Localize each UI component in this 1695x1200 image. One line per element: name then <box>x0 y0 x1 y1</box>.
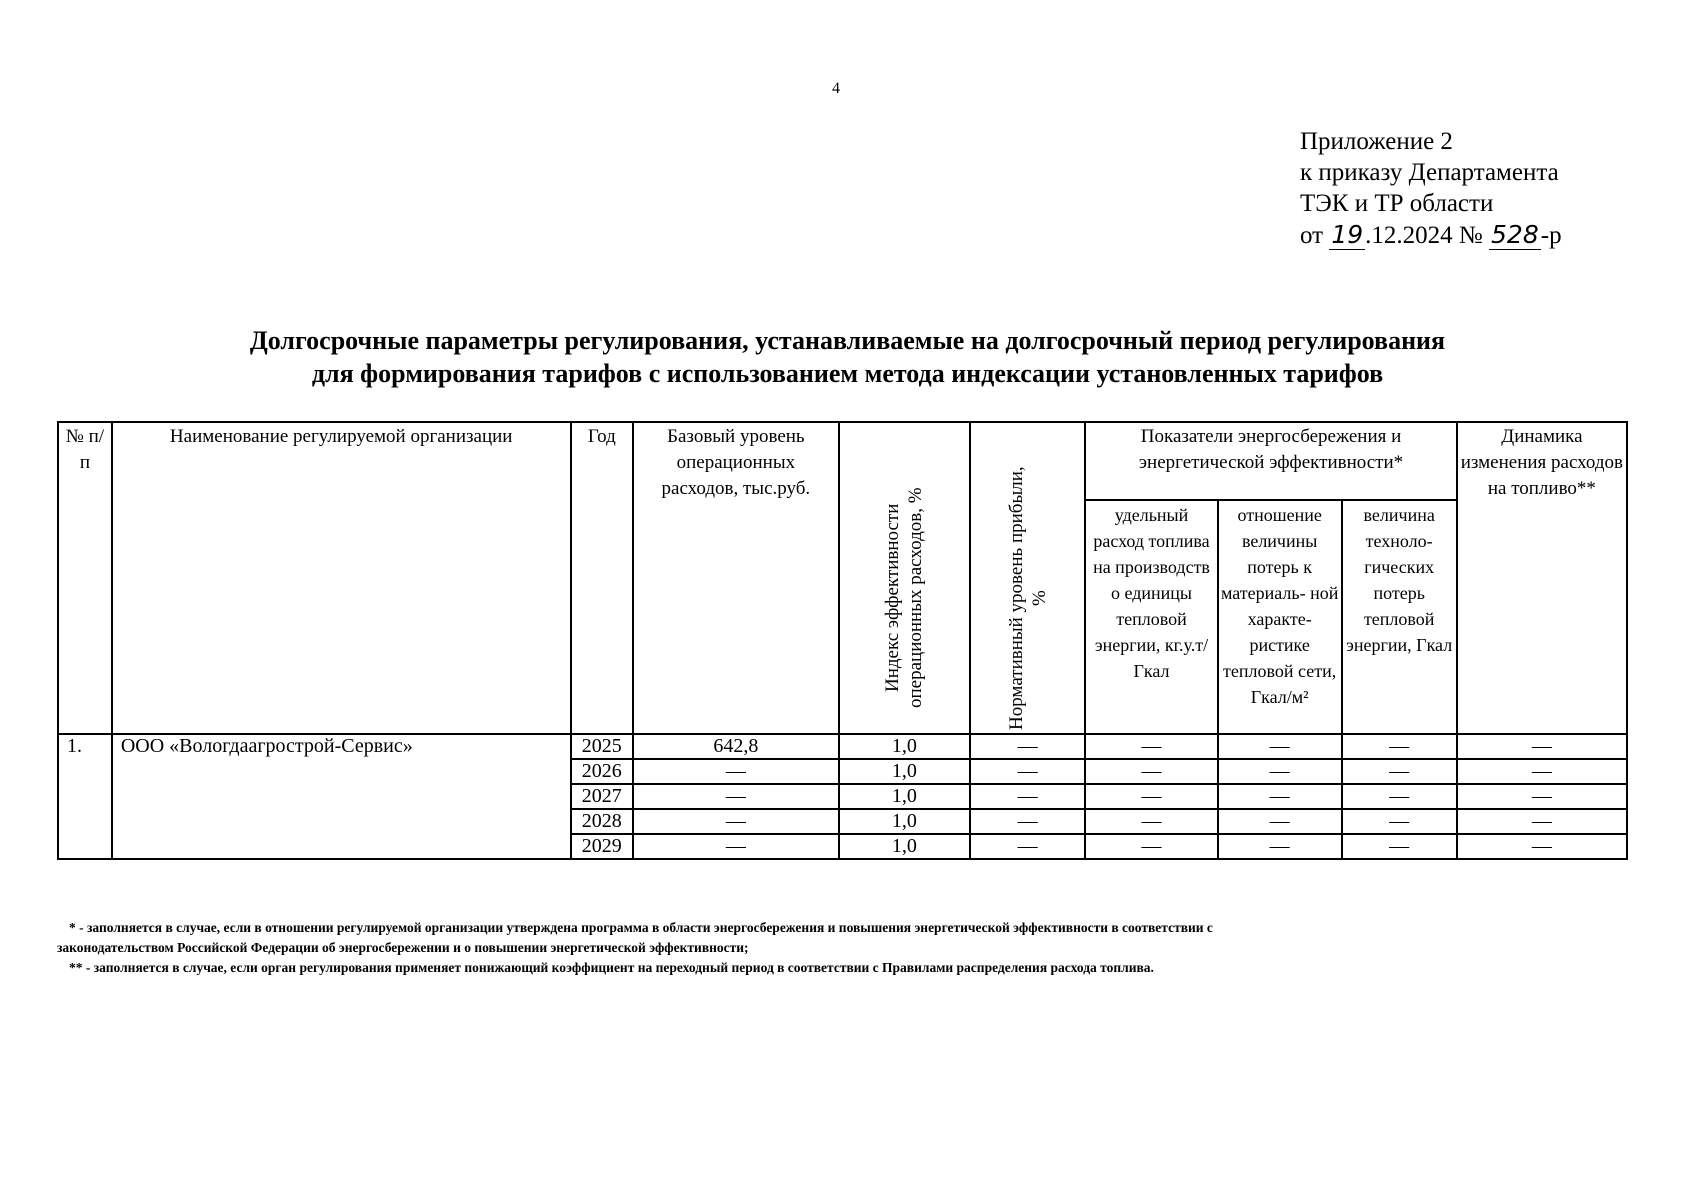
header-base-level: Базовый уровень операционных расходов, тыс.руб. <box>633 422 839 734</box>
cell-loss-ratio: — <box>1218 809 1342 834</box>
header-profit-level-cell <box>970 422 1085 734</box>
header-tech-losses: величина техноло- гических потерь тепловой энергии, Гкал <box>1342 500 1457 734</box>
footnote-2: ** - заполняется в случае, если орган регулирования применяет понижающий коэффициент на переходный период в соответствии с Правилами распределения расхода топлива. <box>69 960 1154 975</box>
org-num: 1. <box>58 734 112 859</box>
cell-fuel-rate: — <box>1085 759 1217 784</box>
cell-profit: — <box>970 784 1085 809</box>
cell-year: 2025 <box>571 734 633 759</box>
cell-year: 2028 <box>571 809 633 834</box>
cell-tech-loss: — <box>1342 784 1457 809</box>
header-year: Год <box>571 422 633 734</box>
footnote-1-line-1: * - заполняется в случае, если в отношении регулируемой организации утверждена программа в области энергосбережения и повышения энергетической эффективности в соответствии с <box>69 920 1213 935</box>
footnote-1-line-2: законодательством Российской Федерации об энергосбережении и о повышении энергетической эффективности; <box>57 940 749 955</box>
cell-fuel-rate: — <box>1085 834 1217 859</box>
cell-index: 1,0 <box>839 734 970 759</box>
header-num: № п/п <box>58 422 112 734</box>
date-prefix: от <box>1300 222 1324 249</box>
cell-loss-ratio: — <box>1218 734 1342 759</box>
header-efficiency-index: Индекс эффективности операционных расходов, % <box>882 487 927 709</box>
cell-year: 2026 <box>571 759 633 784</box>
cell-index: 1,0 <box>839 809 970 834</box>
header-efficiency-index-cell <box>839 422 970 734</box>
cell-profit: — <box>970 734 1085 759</box>
cell-index: 1,0 <box>839 759 970 784</box>
header-energy-group: Показатели энергосбережения и энергетической эффективности* <box>1085 422 1457 500</box>
header-fuel-rate: удельный расход топлива на производств о единицы тепловой энергии, кг.у.т/Гкал <box>1085 500 1217 734</box>
table-row <box>58 734 1627 759</box>
cell-dynamics: — <box>1457 834 1627 859</box>
cell-profit: — <box>970 809 1085 834</box>
cell-dynamics: — <box>1457 784 1627 809</box>
appendix-line-3: ТЭК и ТР области <box>1300 190 1494 217</box>
header-org-name: Наименование регулируемой организации <box>112 422 571 734</box>
cell-loss-ratio: — <box>1218 759 1342 784</box>
header-fuel-dynamics: Динамика изменения расходов на топливо** <box>1457 422 1627 734</box>
parameters-table <box>57 421 1628 860</box>
cell-loss-ratio: — <box>1218 784 1342 809</box>
cell-index: 1,0 <box>839 834 970 859</box>
appendix-line-1: Приложение 2 <box>1300 128 1453 155</box>
header-profit-level: Нормативный уровень прибыли, % <box>1005 466 1050 730</box>
cell-tech-loss: — <box>1342 834 1457 859</box>
title-line-1: Долгосрочные параметры регулирования, устанавливаемые на долгосрочный период регулирования <box>249 326 1446 355</box>
cell-year: 2027 <box>571 784 633 809</box>
cell-tech-loss: — <box>1342 759 1457 784</box>
cell-loss-ratio: — <box>1218 834 1342 859</box>
date-rest: .12.2024 № <box>1365 222 1483 249</box>
cell-dynamics: — <box>1457 759 1627 784</box>
cell-index: 1,0 <box>839 784 970 809</box>
org-name: ООО «Вологдаагрострой-Сервис» <box>112 734 571 859</box>
cell-year: 2029 <box>571 834 633 859</box>
appendix-block <box>1300 126 1562 251</box>
cell-fuel-rate: — <box>1085 809 1217 834</box>
cell-base: — <box>633 784 839 809</box>
header-row-1 <box>58 422 1627 500</box>
footnotes <box>57 918 1597 978</box>
document-title <box>0 324 1695 390</box>
appendix-line-2: к приказу Департамента <box>1300 159 1559 186</box>
page-number: 4 <box>832 80 840 97</box>
cell-base: 642,8 <box>633 734 839 759</box>
cell-fuel-rate: — <box>1085 734 1217 759</box>
cell-profit: — <box>970 759 1085 784</box>
cell-dynamics: — <box>1457 809 1627 834</box>
order-number-handwritten: 528 <box>1491 220 1539 249</box>
cell-tech-loss: — <box>1342 734 1457 759</box>
cell-profit: — <box>970 834 1085 859</box>
cell-tech-loss: — <box>1342 809 1457 834</box>
cell-base: — <box>633 809 839 834</box>
cell-base: — <box>633 834 839 859</box>
date-day-handwritten: 19 <box>1331 220 1364 249</box>
cell-dynamics: — <box>1457 734 1627 759</box>
appendix-date-line <box>1300 219 1562 251</box>
header-loss-ratio: отношение величины потерь к материаль- ной характе- ристике тепловой сети, Гкал/м² <box>1218 500 1342 734</box>
order-number-suffix: -р <box>1540 222 1562 249</box>
cell-fuel-rate: — <box>1085 784 1217 809</box>
cell-base: — <box>633 759 839 784</box>
title-line-2: для формирования тарифов с использованием метода индексации установленных тарифов <box>311 359 1384 388</box>
